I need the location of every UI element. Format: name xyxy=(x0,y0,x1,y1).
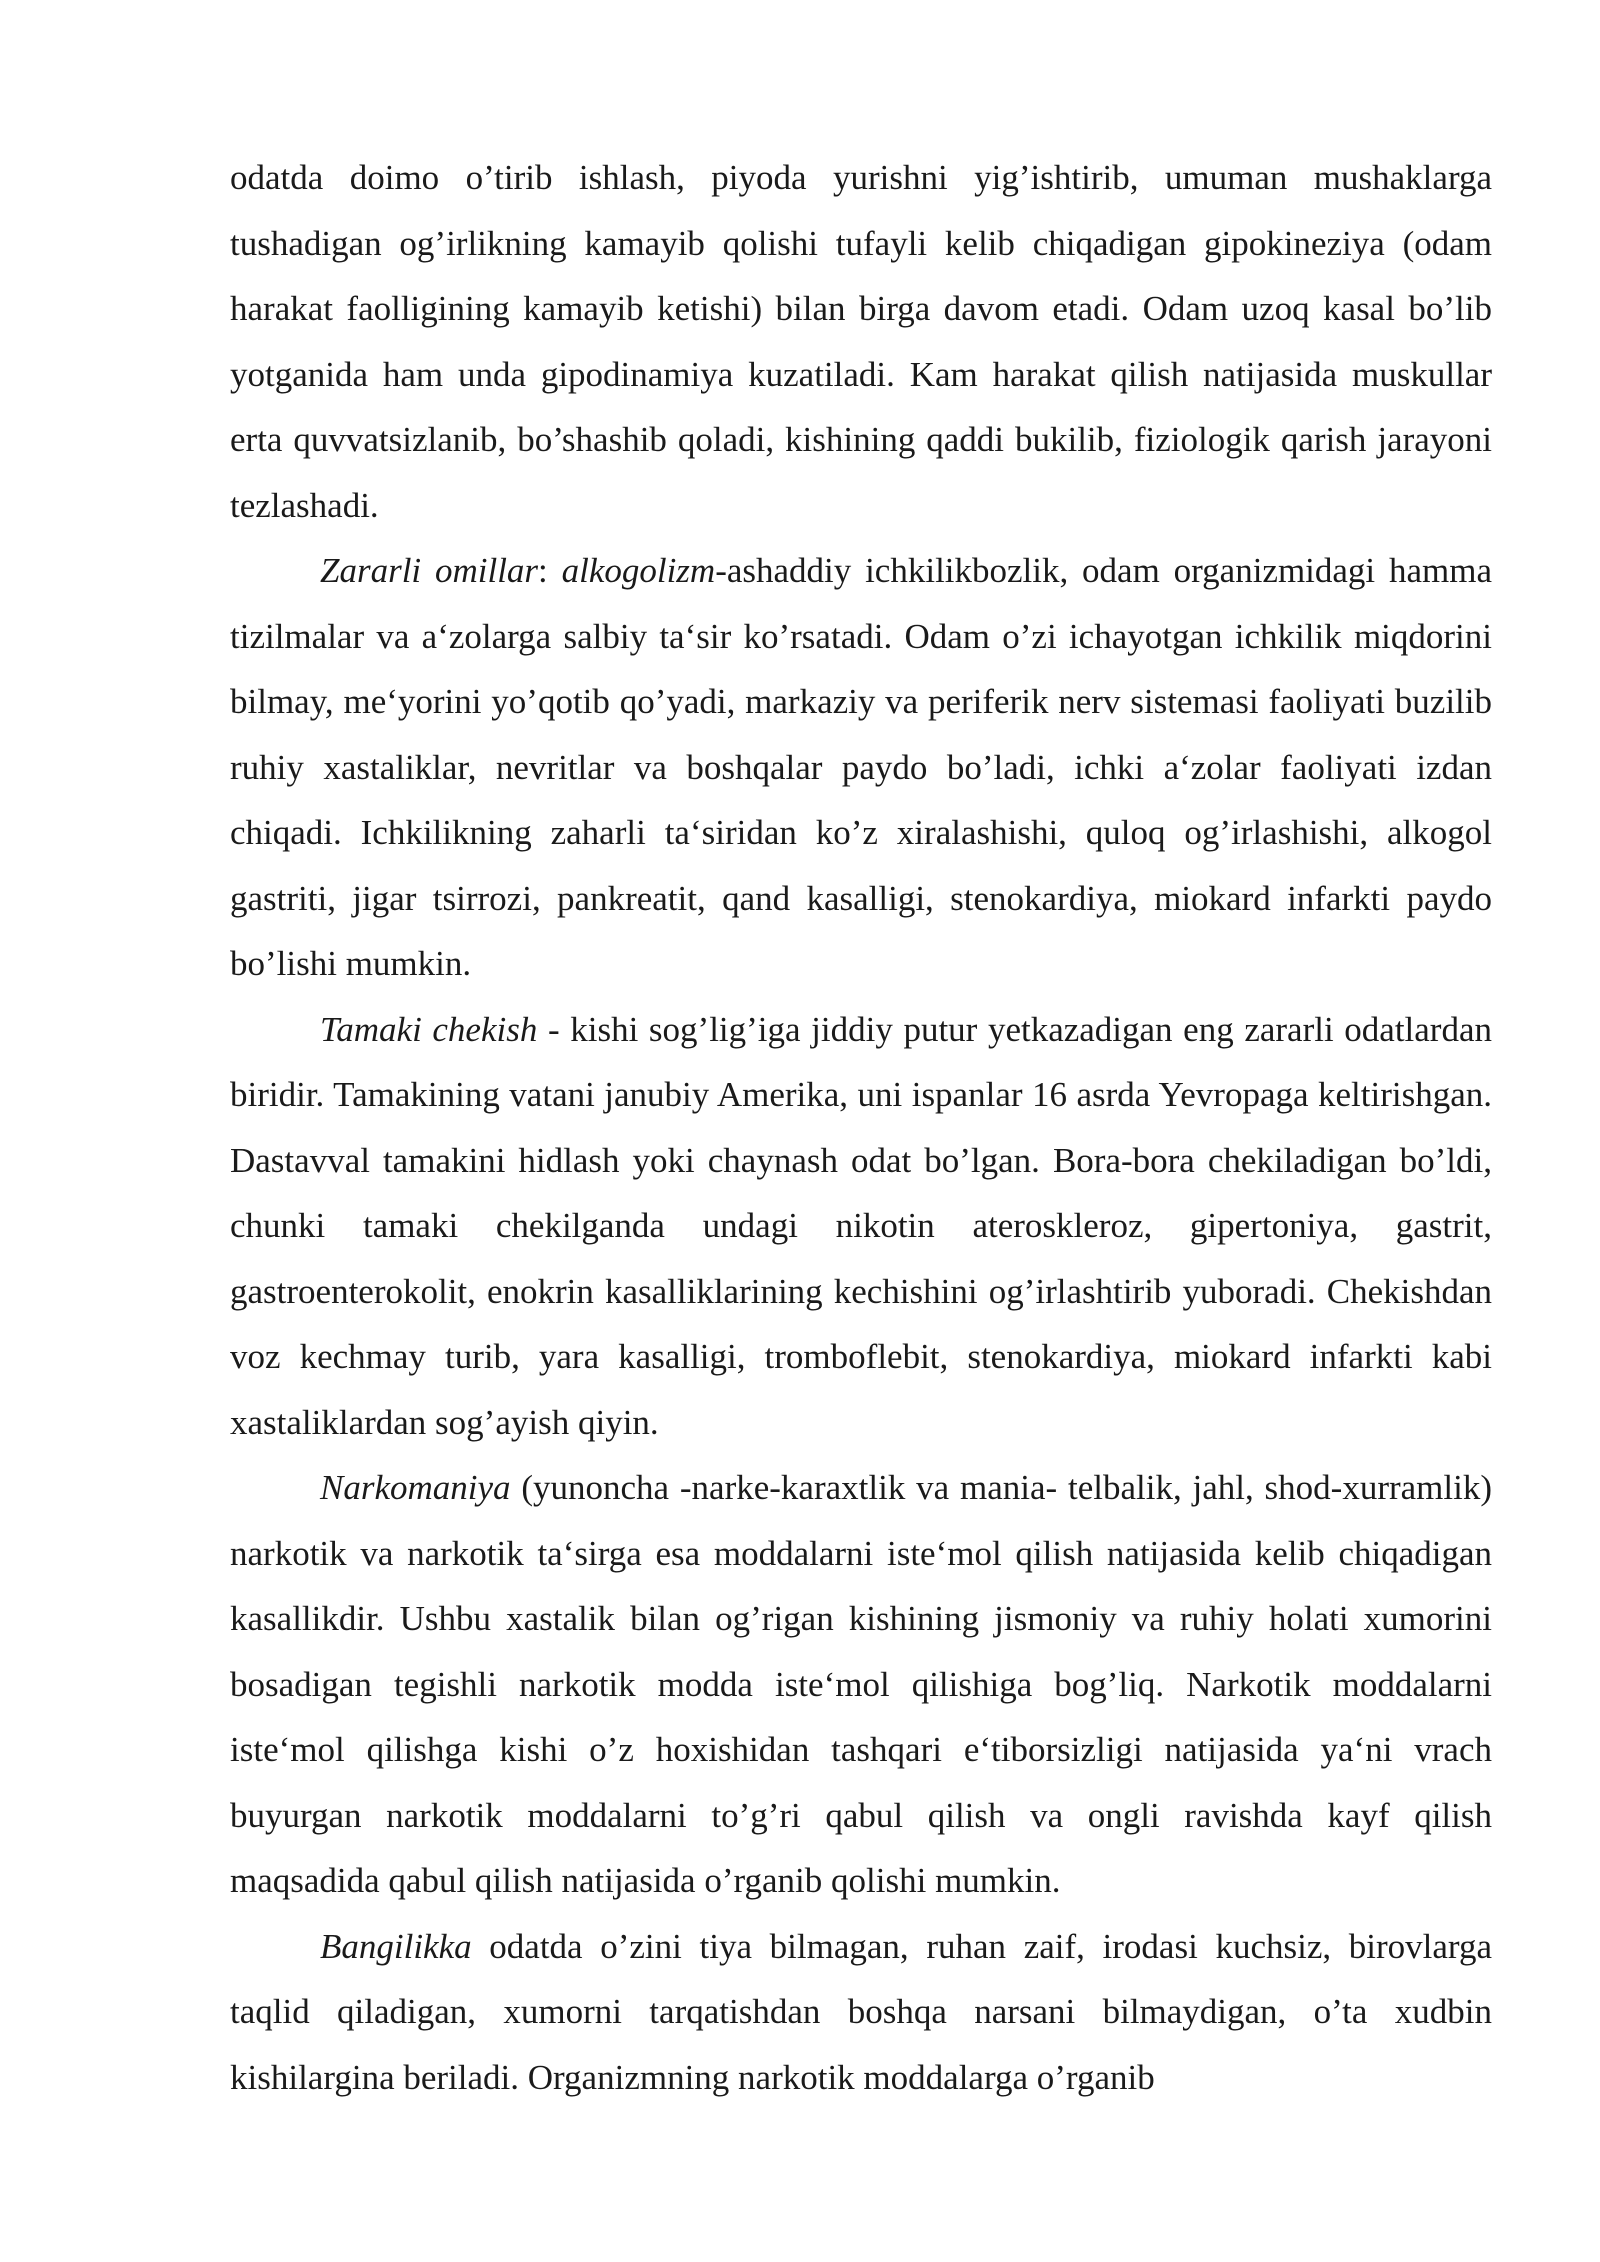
document-page xyxy=(230,145,1492,2110)
paragraph-text: -ashaddiy ichkilikbozlik, odam organizmidagi hamma tizilmalar va a‘zolarga salbiy ta‘sir ko’rsatadi. Odam o’zi ichayotgan ichkilik miqdorini bilmay, me‘yorini yo’qotib qo’yadi, markaziy va periferik nerv sistemasi faoliyati buzilib ruhiy xastaliklar, nevritlar va boshqalar paydo bo’ladi, ichki a‘zolar faoliyati izdan chiqadi. Ichkilikning zaharli ta‘siridan ko’z xiralashishi, quloq og’irlashishi, alkogol gastriti, jigar tsirrozi, pankreatit, qand kasalligi, stenokardiya, miokard infarkti paydo bo’lishi mumkin. xyxy=(230,551,1492,983)
paragraph-text: odatda o’zini tiya bilmagan, ruhan zaif, irodasi kuchsiz, birovlarga taqlid qiladigan, xumorni tarqatishdan boshqa narsani bilmaydigan, o’ta xudbin kishilargina beriladi. Organizmning narkotik moddalarga o’rganib xyxy=(230,1926,1492,2097)
paragraph-smoking xyxy=(230,997,1492,1456)
paragraph-addiction xyxy=(230,1914,1492,2111)
italic-term-harmful-factors: Zararli omillar xyxy=(320,551,539,590)
paragraph-text: - kishi sog’lig’iga jiddiy putur yetkazadigan eng zararli odatlardan biridir. Tamakining vatani janubiy Amerika, uni ispanlar 16 asrda Yevropaga keltirishgan. Dastavval tamakini hidlash yoki chaynash odat bo’lgan. Bora-bora chekiladigan bo’ldi, chunki tamaki chekilganda undagi nikotin ateroskleroz, gipertoniya, gastrit, gastroenterokolit, enokrin kasalliklarining kechishini og’irlashtirib yuboradi. Chekishdan voz kechmay turib, yara kasalligi, tromboflebit, stenokardiya, miokard infarkti kabi xastaliklardan sog’ayish qiyin. xyxy=(230,1009,1492,1442)
italic-term-narcomania: Narkomaniya xyxy=(320,1468,511,1507)
term-separator: : xyxy=(538,551,562,590)
paragraph-text: odatda doimo o’tirib ishlash, piyoda yurishni yig’ishtirib, umuman mushaklarga tushadigan og’irlikning kamayib qolishi tufayli kelib chiqadigan gipokineziya (odam harakat faolligining kamayib ketishi) bilan birga davom etadi. Odam uzoq kasal bo’lib yotganida ham unda gipodinamiya kuzatiladi. Kam harakat qilish natijasida muskullar erta quvvatsizlanib, bo’shashib qoladi, kishining qaddi bukilib, fiziologik qarish jarayoni tezlashadi. xyxy=(230,158,1492,525)
paragraph-alcoholism xyxy=(230,538,1492,997)
paragraph-narcomania xyxy=(230,1455,1492,1914)
italic-term-smoking: Tamaki chekish xyxy=(320,1009,538,1049)
italic-term-alcoholism: alkogolizm xyxy=(561,551,716,590)
paragraph-text: (yunoncha -narke-karaxtlik va mania- telbalik, jahl, shod-xurramlik) narkotik va narkotik ta‘sirga esa moddalarni iste‘mol qilish natijasida kelib chiqadigan kasallikdir. Ushbu xastalik bilan og’rigan kishining jismoniy va ruhiy holati xumorini bosadigan tegishli narkotik modda iste‘mol qilishiga bog’liq. Narkotik moddalarni iste‘mol qilishga kishi o’z hoxishidan tashqari e‘tiborsizligi natijasida ya‘ni vrach buyurgan narkotik moddalarni to’g’ri qabul qilish va ongli ravishda kayf qilish maqsadida qabul qilish natijasida o’rganib qolishi mumkin. xyxy=(230,1468,1492,1900)
italic-term-addiction: Bangilikka xyxy=(320,1926,472,1966)
paragraph-hypokinesia xyxy=(230,145,1492,538)
